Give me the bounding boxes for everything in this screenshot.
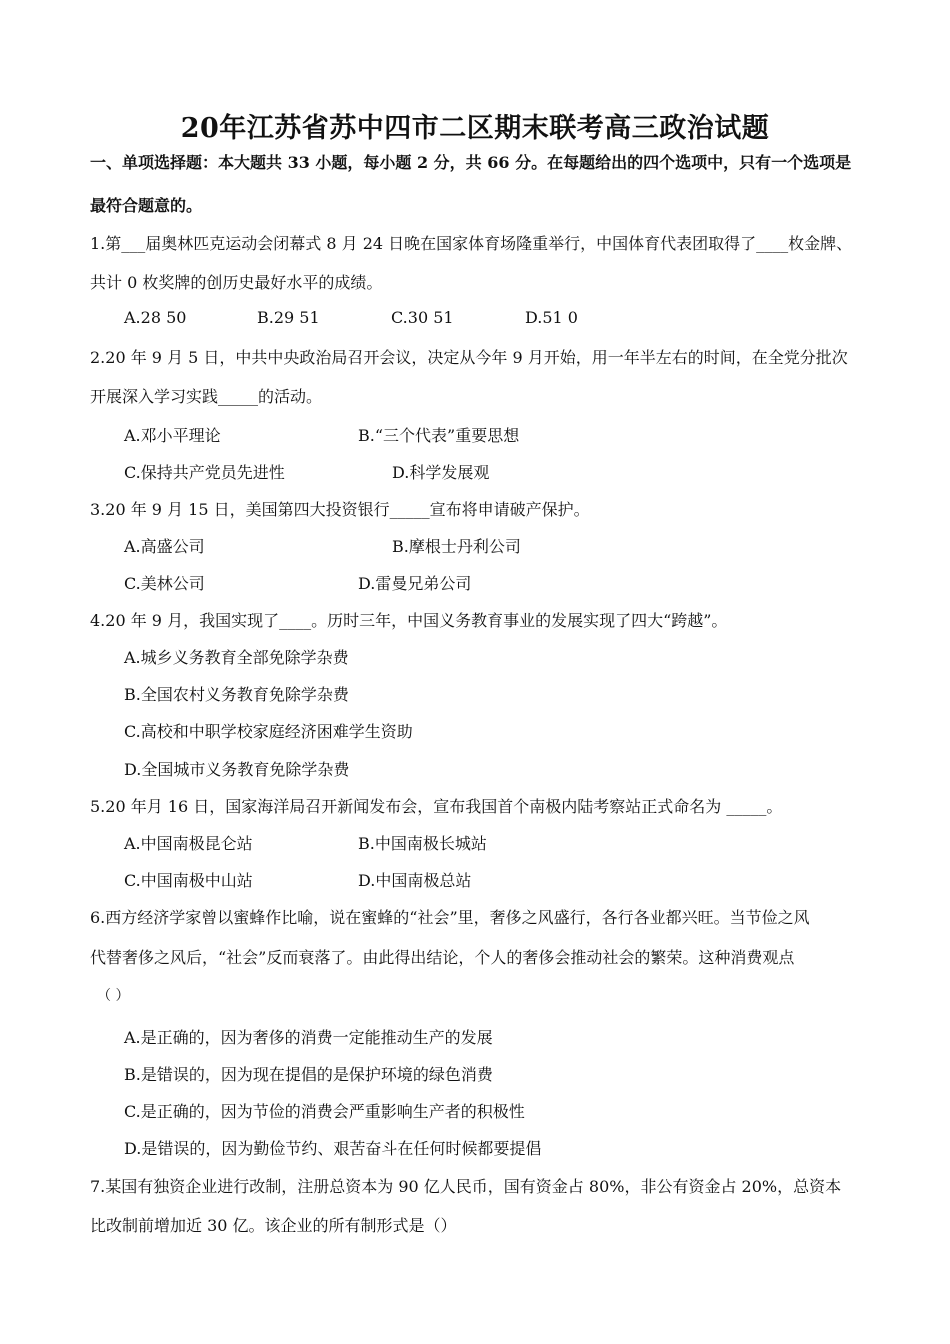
question-6-line-2: 代替奢侈之风后，“社会”反而衰落了。由此得出结论，个人的奢侈会推动社会的繁荣。这种消费观点	[90, 948, 795, 967]
question-2-line-1: 2.20 年 9 月 5 日，中共中央政治局召开会议，决定从今年 9 月开始，用一年半左右的时间，在全党分批次	[90, 348, 848, 367]
question-6-option-d: D.是错误的，因为勤俭节约、艰苦奋斗在任何时候都要提倡	[124, 1139, 542, 1158]
question-4-option-a: A.城乡义务教育全部免除学杂费	[124, 648, 349, 667]
question-6-option-a: A.是正确的，因为奢侈的消费一定能推动生产的发展	[124, 1028, 493, 1047]
question-2-option-d: D.科学发展观	[392, 463, 490, 482]
question-3-option-d: D.雷曼兄弟公司	[358, 574, 472, 593]
question-2-line-2: 开展深入学习实践_____的活动。	[90, 387, 323, 406]
section-heading-line2: 最符合题意的。	[90, 196, 203, 215]
question-4-option-c: C.高校和中职学校家庭经济困难学生资助	[124, 722, 413, 741]
question-7-line-2: 比改制前增加近 30 亿。该企业的所有制形式是（）	[90, 1216, 457, 1235]
question-6-option-b: B.是错误的，因为现在提倡的是保护环境的绿色消费	[124, 1065, 493, 1084]
question-1-option-b: B.29 51	[257, 308, 320, 327]
question-2-option-b: B.“三个代表”重要思想	[358, 426, 520, 445]
question-1-line-1: 1.第___届奥林匹克运动会闭幕式 8 月 24 日晚在国家体育场隆重举行，中国体育代表团取得了____枚金牌、	[90, 234, 853, 253]
question-5-option-d: D.中国南极总站	[358, 871, 472, 890]
question-1-line-2: 共计 0 枚奖牌的创历史最好水平的成绩。	[90, 273, 383, 292]
question-1-option-a: A.28 50	[124, 308, 187, 327]
question-5-option-c: C.中国南极中山站	[124, 871, 253, 890]
question-4-line-1: 4.20 年 9 月，我国实现了____。历时三年，中国义务教育事业的发展实现了四大“跨越”。	[90, 611, 728, 630]
question-7-line-1: 7.某国有独资企业进行改制，注册总资本为 90 亿人民币，国有资金占 80%，非公有资金占 20%，总资本	[90, 1177, 842, 1196]
question-2-option-c: C.保持共产党员先进性	[124, 463, 285, 482]
question-3-line-1: 3.20 年 9 月 15 日，美国第四大投资银行_____宣布将申请破产保护。	[90, 500, 590, 519]
question-4-option-d: D.全国城市义务教育免除学杂费	[124, 760, 350, 779]
section-heading-line1: 一、单项选择题：本大题共 33 小题，每小题 2 分，共 66 分。在每题给出的四个选项中，只有一个选项是	[90, 153, 852, 172]
question-4-option-b: B.全国农村义务教育免除学杂费	[124, 685, 349, 704]
question-6-option-c: C.是正确的，因为节俭的消费会严重影响生产者的积极性	[124, 1102, 525, 1121]
question-5-option-a: A.中国南极昆仑站	[124, 834, 253, 853]
question-6-answer-blank: （ ）	[97, 988, 130, 1004]
question-3-option-a: A.高盛公司	[124, 537, 205, 556]
question-3-option-b: B.摩根士丹利公司	[392, 537, 521, 556]
question-2-option-a: A.邓小平理论	[124, 426, 221, 445]
question-6-line-1: 6.西方经济学家曾以蜜蜂作比喻，说在蜜蜂的“社会”里，奢侈之风盛行，各行各业都兴旺。当节俭之风	[90, 908, 810, 927]
question-1-option-d: D.51 0	[525, 308, 578, 327]
question-5-line-1: 5.20 年月 16 日，国家海洋局召开新闻发布会，宣布我国首个南极内陆考察站正式命名为 _____。	[90, 797, 783, 816]
question-5-option-b: B.中国南极长城站	[358, 834, 487, 853]
question-3-option-c: C.美林公司	[124, 574, 205, 593]
page-title: 20年江苏省苏中四市二区期末联考高三政治试题	[180, 113, 770, 144]
question-1-option-c: C.30 51	[391, 308, 454, 327]
